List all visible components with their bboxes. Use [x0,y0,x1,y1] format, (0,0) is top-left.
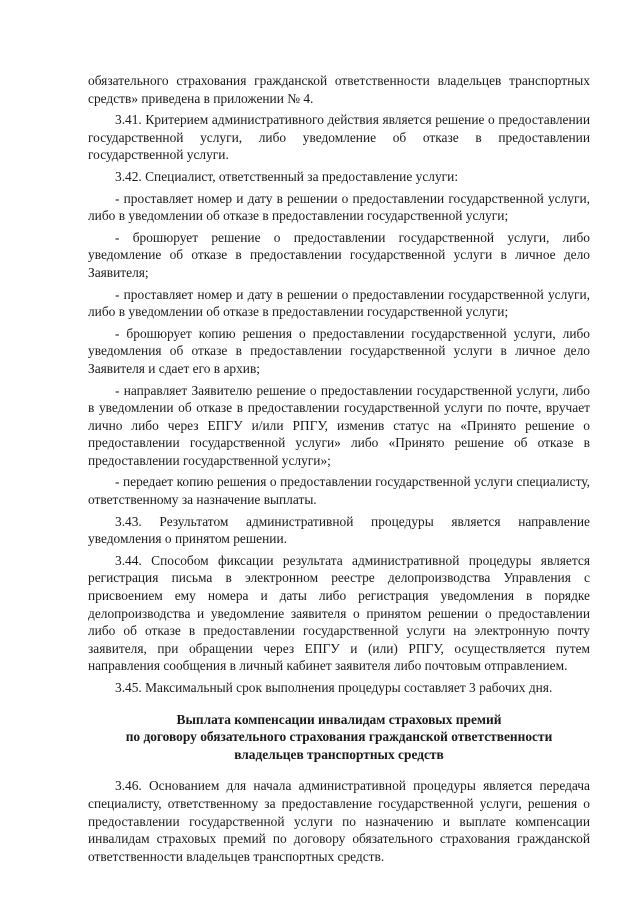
list-item-3: - проставляет номер и дату в решении о предоставлении государственной услуги, либо в уведомлении об отказе в предоставлении государственной услуги; [88,286,590,320]
paragraph-continuation: обязательного страхования гражданской ответственности владельцев транспортных средств» приведена в приложении № 4. [88,73,590,106]
list-item-5: - направляет Заявителю решение о предоставлении государственной услуги, либо в уведомлении об отказе в предоставлении государственной услуги по почте, вручает лично либо через ЕПГУ и/или РПГУ, изменив статус на «Принято решение о предоставлении государственной услуги» либо «Принято решение об отказе в предоставлении государственной услуги»; [88,382,590,468]
list-item-6: - передает копию решения о предоставлении государственной услуги специалисту, ответственному за назначение выплаты. [88,474,590,508]
heading-line-2: по договору обязательного страхования гражданской ответственности [125,729,553,745]
paragraph-3-46: 3.46. Основанием для начала административной процедуры является передача специалисту, ответственному за предоставление государственной услуги, решения о предоставлении государственной услуги по назначению и выплате компенсации инвалидам страховых премий по договору обязательного страхования гражданской ответственности владельцев транспортных средств. [88,778,590,864]
list-item-2: - брошюрует решение о предоставлении государственной услуги, либо уведомление об отказе в предоставлении государственной услуги в личное дело Заявителя; [88,229,590,280]
paragraph-3-44: 3.44. Способом фиксации результата административной процедуры является регистрация письма в электронном реестре делопроизводства Управления с присвоением ему номера и даты либо регистрация уведомления в порядке делопроизводства и уведомление заявителя о принятом решении о предоставлении либо об отказе в предоставлении государственной услуги на электронную почту заявителя, при обращении через ЕПГУ и (или) РПГУ, осуществляется путем направления сообщения в личный кабинет заявителя либо почтовым отправлением. [88,552,590,674]
paragraph-3-42: 3.42. Специалист, ответственный за предоставление услуги: [115,168,459,184]
paragraph-3-45: 3.45. Максимальный срок выполнения процедуры составляет 3 рабочих дня. [115,680,553,695]
heading-line-3: владельцев транспортных средств [234,746,444,762]
paragraph-3-43: 3.43. Результатом административной процедуры является направление уведомления о принятом решении. [88,513,590,547]
list-item-1: - проставляет номер и дату в решении о предоставлении государственной услуги, либо в уведомлении об отказе в предоставлении государственной услуги; [88,190,590,224]
document-page [88,72,590,869]
paragraph-3-41: 3.41. Критерием административного действия является решение о предоставлении государственной услуги, либо уведомление об отказе в предоставлении государственной услуги. [88,112,590,163]
section-heading [88,711,590,764]
heading-line-1: Выплата компенсации инвалидам страховых премий [176,711,502,727]
list-item-4: - брошюрует копию решения о предоставлении государственной услуги, либо уведомления об отказе в предоставлении государственной услуги в личное дело Заявителя и сдает его в архив; [88,325,590,376]
